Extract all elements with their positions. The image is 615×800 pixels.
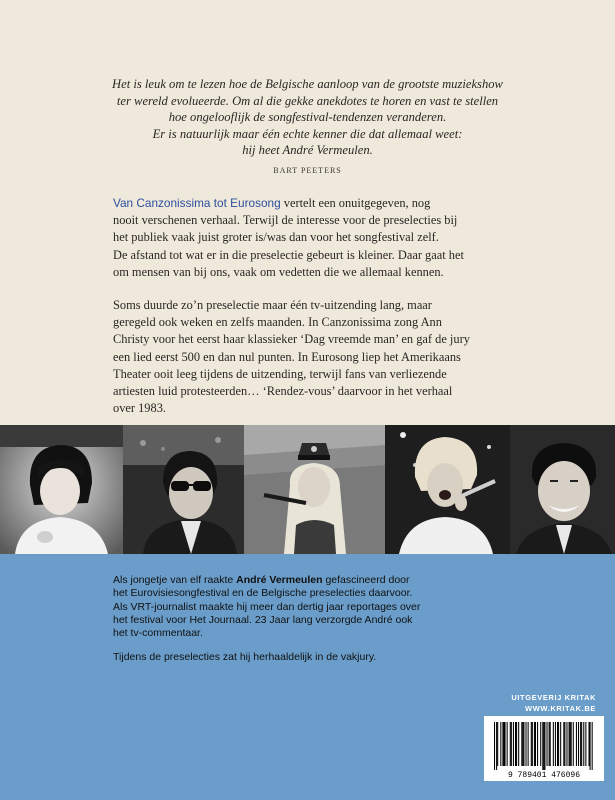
barcode-bars [484,716,604,781]
description-line: Christy voor het eerst haar klassieker ‘Dag vreemde man’ en gaf de jury [113,332,470,347]
barcode-bar [560,722,561,766]
barcode-bar [515,722,516,766]
barcode-bar [494,722,495,770]
quote-line: hoe ongelooflijk de songfestival-tendenzen veranderen. [168,110,447,125]
barcode-bar [513,722,514,766]
bio-line: Als VRT-journalist maakte hij meer dan dertig jaar reportages over [113,600,421,613]
barcode-bar [550,722,551,766]
photo-singer-4 [385,425,510,554]
barcode-bar [500,722,501,766]
barcode-bar [576,722,577,766]
description-line: nooit verschenen verhaal. Terwijl de interesse voor de preselecties bij [113,213,458,228]
bio-line [113,574,513,587]
barcode-bar [516,722,517,766]
photo-singer-1 [0,425,123,554]
barcode-bar [496,722,497,770]
description-line: een lied eerst 500 en dan nul punten. In Eurosong liep het Amerikaans [113,349,461,364]
bio-paragraph-2 [113,651,513,664]
barcode-bar [521,722,522,766]
barcode-bar [507,722,508,766]
description-line: geregeld ook weken en zelfs maanden. In Canzonissima zong Ann [113,315,442,330]
description-line: De afstand tot wat er in die preselectie gebeurt is kleiner. Daar gaat het [113,247,464,262]
barcode-bar [583,722,584,766]
quote-line: Er is natuurlijk maar één echte kenner die dat allemaal weet: [152,126,463,141]
photo-strip [0,425,615,554]
barcode-bar [585,722,586,766]
bio-line: het tv-commentaar. [113,627,203,640]
barcode-bar [526,722,527,766]
book-title-highlight: Van Canzonissima tot Eurosong [113,196,281,210]
photo-singer-3 [244,425,385,554]
barcode-bar [592,722,593,770]
barcode-bar [543,722,544,770]
isbn-barcode [484,716,604,781]
barcode-bar [503,722,504,766]
bio-text: gefascineerd door [322,574,410,586]
quote-line: hij heet André Vermeulen. [242,143,373,158]
barcode-bar [569,722,570,766]
description-paragraph-2 [113,297,553,417]
bio-line: Tijdens de preselecties zat hij herhaaldelijk in de vakjury. [113,651,377,664]
barcode-bar [557,722,558,766]
barcode-bar [589,722,590,766]
barcode-bar [590,722,591,770]
barcode-bar [534,722,535,766]
description-line: het publiek vaak juist groter is/was dan voor het songfestival zelf. [113,230,439,245]
quote-line: ter wereld evolueerde. Om al die gekke anekdotes te horen en vast te stellen [116,93,499,108]
barcode-bar [555,722,556,766]
barcode-bar [563,722,564,766]
bio-text: Als jongetje van elf raakte [113,574,237,586]
description-line [113,195,553,212]
publisher-name: UITGEVERIJ KRITAK [511,693,596,702]
barcode-bar [528,722,529,766]
photo-singer-2 [123,425,244,554]
barcode-bar [564,722,565,766]
barcode-bar [505,722,506,766]
description-line: over 1983. [113,401,166,416]
barcode-bar [553,722,554,766]
publisher-info [0,693,596,714]
barcode-bar [549,722,550,766]
barcode-bar [522,722,523,766]
barcode-bar [581,722,582,766]
barcode-bar [578,722,579,766]
bio-line: het Eurovisiesongfestival en de Belgische preselecties daarvoor. [113,587,413,600]
description-line: artiesten luid protesteerden… ‘Rendez-vous’ daarvoor in het verhaal [113,384,453,399]
barcode-bar [511,722,512,766]
barcode-bar [531,722,532,766]
description-line: Theater ooit leeg tijdens de uitzending, terwijl fans van verliezende [113,366,447,381]
photo-singer-5 [510,425,615,554]
barcode-bar [547,722,548,766]
barcode-digits: 9 789401 476096 [507,771,581,780]
description-line: Soms duurde zo’n preselectie maar één tv-uitzending lang, maar [113,298,432,313]
barcode-bar [558,722,559,766]
quote-line: Het is leuk om te lezen hoe de Belgische aanloop van de grootste muziekshow [112,77,503,91]
description-paragraph-1 [113,195,553,281]
barcode-bar [544,722,545,770]
barcode-bar [523,722,524,766]
barcode-bar [518,722,519,766]
description-text: vertelt een onuitgegeven, nog [280,196,431,210]
barcode-bar [537,722,538,766]
barcode-bar [566,722,567,766]
publisher-url: WWW.KRITAK.BE [525,703,596,713]
book-description [113,195,553,417]
barcode-bar [573,722,574,766]
cover-bottom-panel [0,554,615,800]
barcode-bar [540,722,541,766]
barcode-bar [580,722,581,766]
bio-line: het festival voor Het Journaal. 23 Jaar lang verzorgde André ook [113,613,413,626]
barcode-bar [510,722,511,766]
barcode-bar [502,722,503,766]
bio-paragraph-1 [113,574,513,640]
barcode-bar [570,722,571,766]
barcode-bar [532,722,533,766]
author-bio [113,574,513,665]
barcode-bar [497,722,498,766]
blurb-quote [20,76,595,159]
barcode-bar [571,722,572,766]
quote-attribution: BART PEETERS [273,166,342,175]
barcode-bar [542,722,543,770]
barcode-bar [535,722,536,766]
description-line: om mensen van bij ons, vaak om vedetten die we allemaal kennen. [113,264,444,279]
author-name: André Vermeulen [236,574,323,586]
